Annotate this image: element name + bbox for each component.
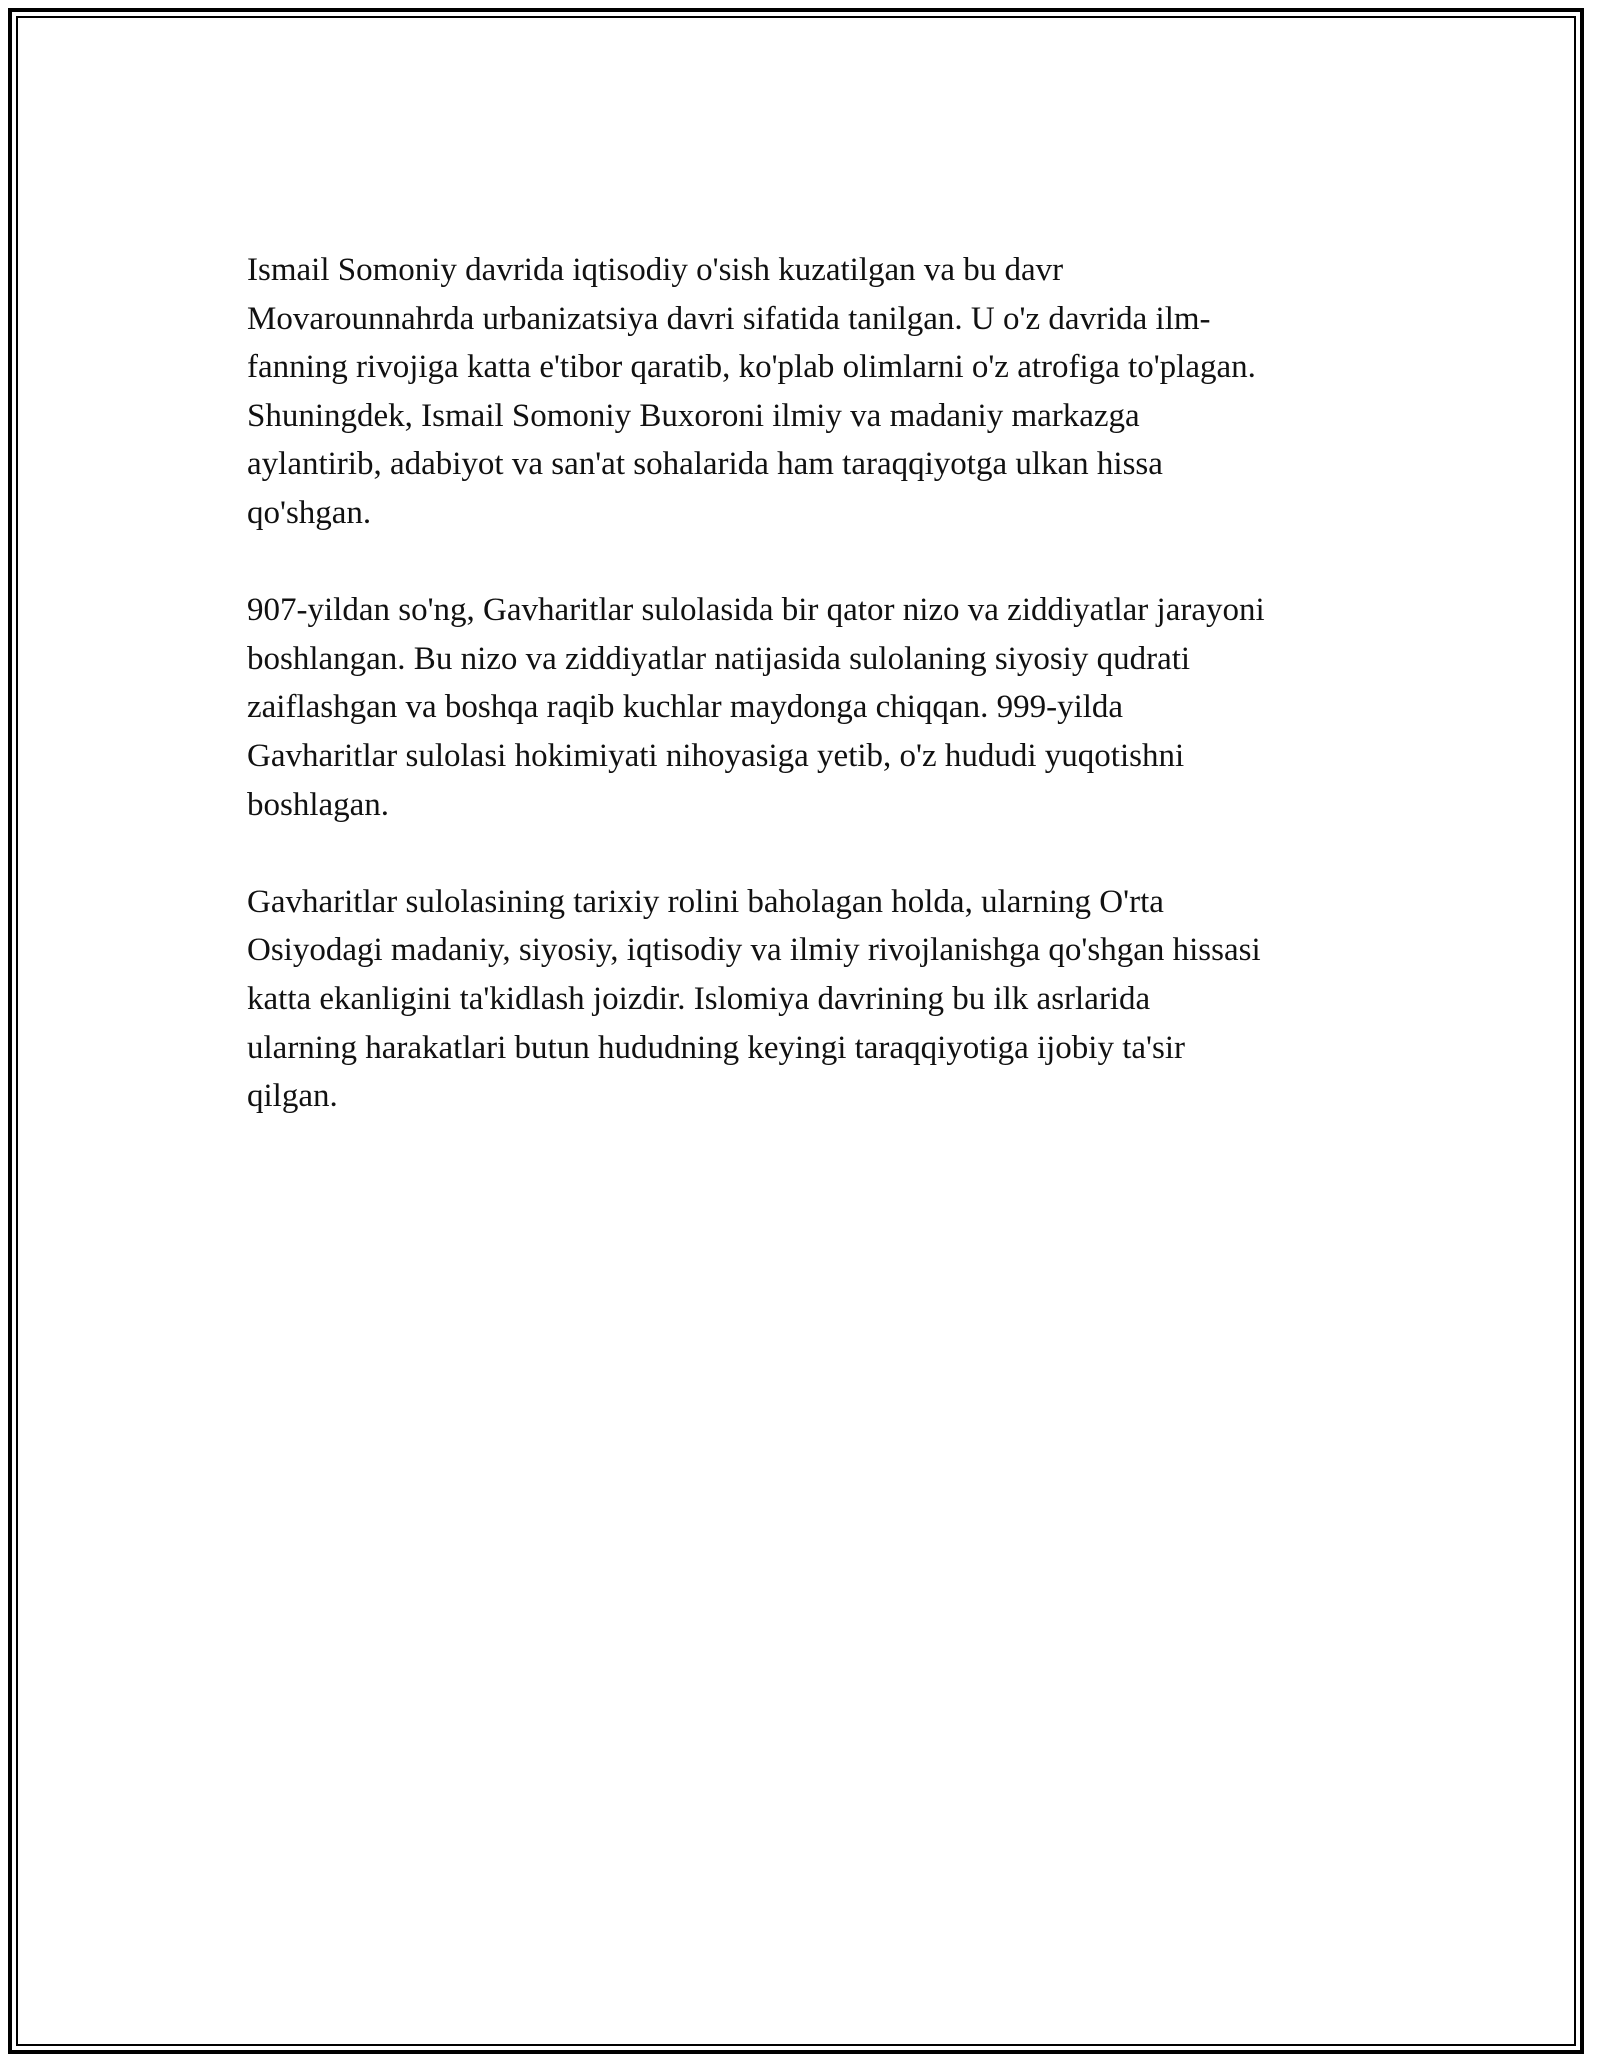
paragraph-line: Shuningdek, Ismail Somoniy Buxoroni ilmiy va madaniy markazga [247, 397, 1140, 434]
paragraph-line: ularning harakatlari butun hududning keyingi taraqqiyotiga ijobiy ta'sir [247, 1029, 1185, 1066]
document-body [247, 246, 1387, 1169]
paragraph-line: qo'shgan. [247, 494, 372, 531]
paragraph-line: zaiflashgan va boshqa raqib kuchlar maydonga chiqqan. 999-yilda [247, 689, 1124, 726]
paragraph-1 [247, 246, 1387, 538]
paragraph-line: boshlagan. [247, 786, 390, 823]
paragraph-line: boshlangan. Bu nizo va ziddiyatlar natijasida sulolaning siyosiy qudrati [247, 640, 1191, 677]
paragraph-line: aylantirib, adabiyot va san'at sohalarida ham taraqqiyotga ulkan hissa [247, 446, 1163, 483]
paragraph-line: Ismail Somoniy davrida iqtisodiy o'sish kuzatilgan va bu davr [247, 252, 1064, 288]
paragraph-3 [247, 878, 1387, 1121]
paragraph-line: 907-yildan so'ng, Gavharitlar sulolasida bir qator nizo va ziddiyatlar jarayoni [247, 592, 1265, 629]
paragraph-2 [247, 586, 1387, 829]
paragraph-line: qilgan. [247, 1078, 338, 1115]
paragraph-line: Movarounnahrda urbanizatsiya davri sifatida tanilgan. U o'z davrida ilm- [247, 300, 1211, 337]
paragraph-line: Gavharitlar sulolasining tarixiy rolini baholagan holda, ularning O'rta [247, 883, 1164, 920]
paragraph-line: fanning rivojiga katta e'tibor qaratib, ko'plab olimlarni o'z atrofiga to'plagan. [247, 349, 1256, 386]
paragraph-line: Gavharitlar sulolasi hokimiyati nihoyasiga yetib, o'z hududi yuqotishni [247, 737, 1185, 774]
paragraph-line: katta ekanligini ta'kidlash joizdir. Islomiya davrining bu ilk asrlarida [247, 980, 1151, 1017]
page-border [8, 8, 1584, 2054]
paragraph-line: Osiyodagi madaniy, siyosiy, iqtisodiy va ilmiy rivojlanishga qo'shgan hissasi [247, 932, 1261, 969]
